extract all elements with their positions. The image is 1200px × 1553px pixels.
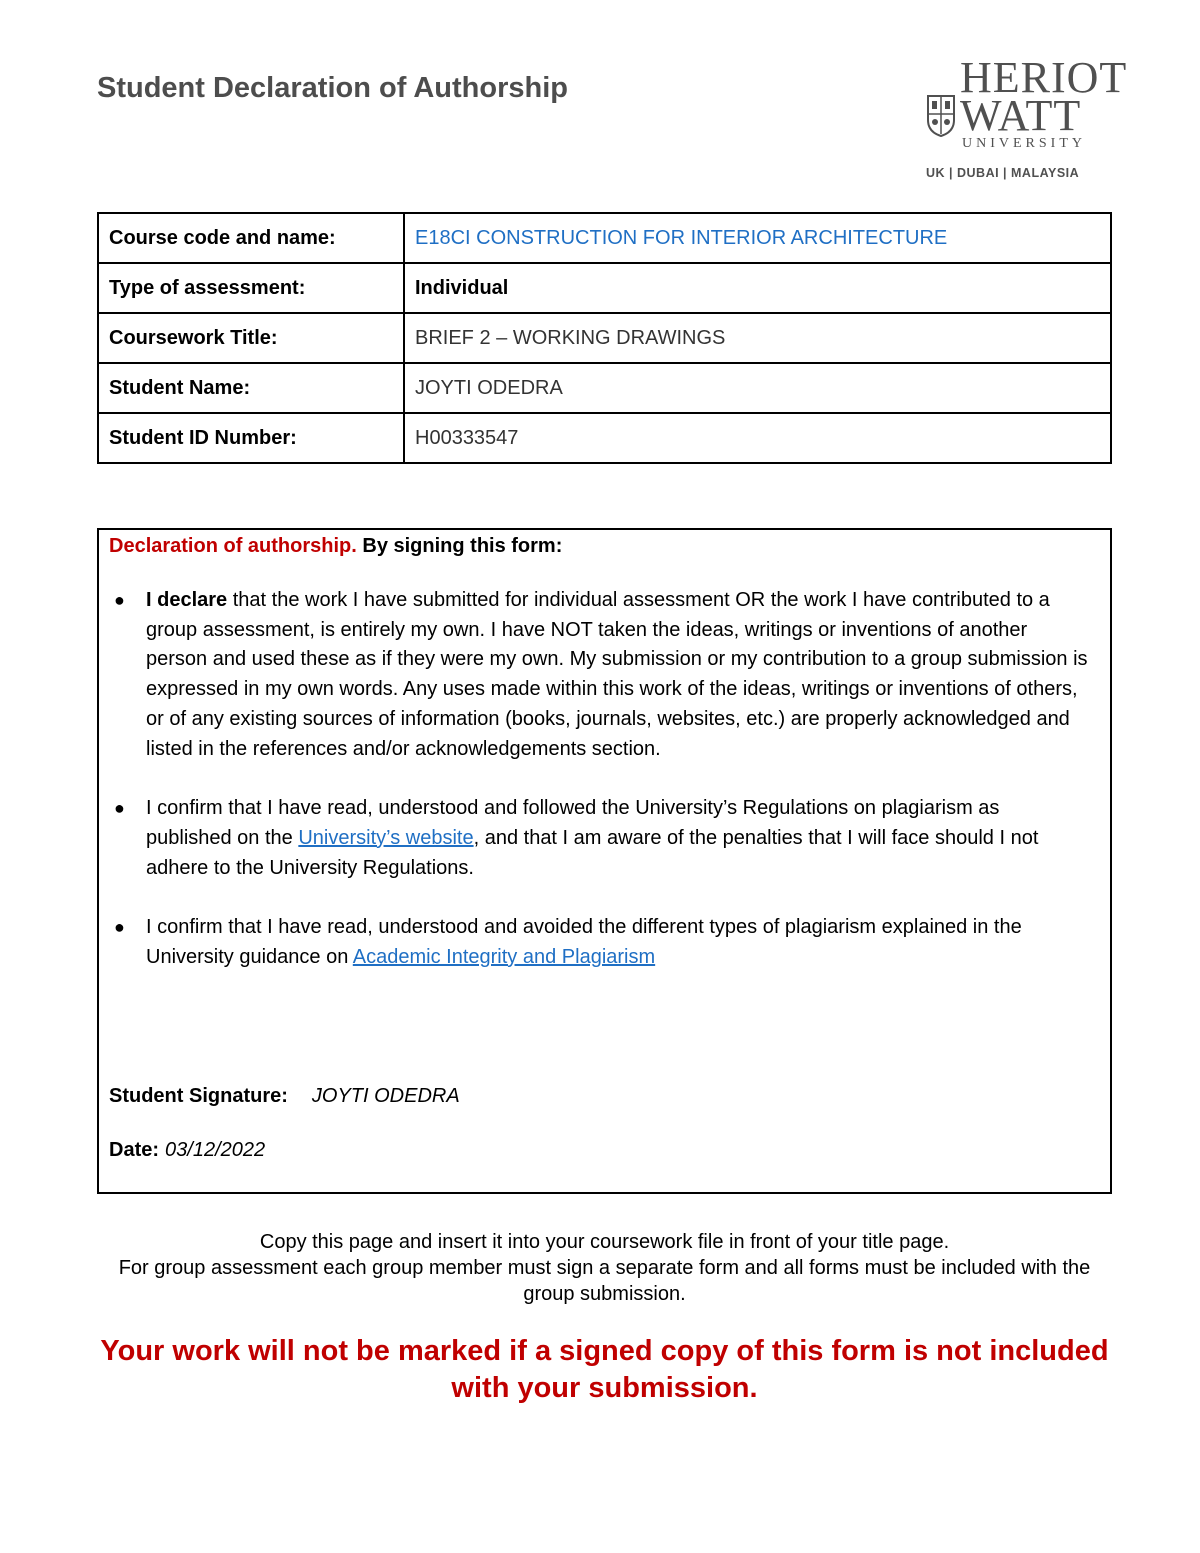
- date-label: Date:: [109, 1139, 160, 1161]
- logo-heriot: HERIOT: [960, 53, 1128, 102]
- declare-bold: I declare: [146, 589, 228, 611]
- page-title: Student Declaration of Authorship: [97, 72, 568, 104]
- warning-text: Your work will not be marked if a signed copy of this form is not included with your submission.: [100, 1335, 1109, 1404]
- list-item: [99, 794, 1089, 883]
- student-id-value: H00333547: [404, 413, 1111, 463]
- logo-campuses: UK | DUBAI | MALAYSIA: [926, 166, 1080, 180]
- course-label: Course code and name:: [98, 213, 404, 263]
- signature-value: JOYTI ODEDRA: [311, 1085, 460, 1107]
- bullet-icon: ●: [114, 917, 125, 938]
- declaration-heading: [109, 535, 562, 558]
- table-row: [98, 363, 1111, 413]
- type-label: Type of assessment:: [98, 263, 404, 313]
- student-name-value: JOYTI ODEDRA: [404, 363, 1111, 413]
- note-line-2: For group assessment each group member must sign a separate form and all forms must be included with the group submission.: [118, 1257, 1091, 1305]
- declaration-heading-red: Declaration of authorship.: [109, 535, 357, 557]
- info-table: [97, 212, 1112, 464]
- signature-label: Student Signature:: [109, 1085, 288, 1107]
- table-row: [98, 213, 1111, 263]
- guidance-text: I confirm that I have read, understood and avoided the different types of plagiarism explained in the University guidance on: [146, 916, 1022, 969]
- coursework-title-value: BRIEF 2 – WORKING DRAWINGS: [404, 313, 1111, 363]
- student-id-label: Student ID Number:: [98, 413, 404, 463]
- logo-watt: WATT: [960, 91, 1082, 140]
- student-name-label: Student Name:: [98, 363, 404, 413]
- table-row: [98, 263, 1111, 313]
- date-line: [109, 1139, 265, 1162]
- date-value: 03/12/2022: [165, 1139, 266, 1161]
- bullet-icon: ●: [114, 798, 125, 819]
- list-item: [99, 586, 1089, 764]
- logo-university: UNIVERSITY: [962, 136, 1086, 151]
- type-value: Individual: [404, 263, 1111, 313]
- academic-integrity-link[interactable]: Academic Integrity and Plagiarism: [352, 946, 656, 969]
- instructions-note: [97, 1229, 1112, 1307]
- table-row: [98, 413, 1111, 463]
- bullet-icon: ●: [114, 590, 125, 610]
- crest-icon: [926, 94, 956, 138]
- declaration-heading-rest: By signing this form:: [362, 535, 563, 557]
- course-value: E18CI CONSTRUCTION FOR INTERIOR ARCHITECTURE: [404, 213, 1111, 263]
- regulations-text: I confirm that I have read, understood and followed the University’s Regulations on plagiarism as published on the: [146, 797, 1000, 849]
- note-line-1: Copy this page and insert it into your coursework file in front of your title page.: [259, 1231, 950, 1253]
- declaration-list: [99, 586, 1089, 1003]
- coursework-title-label: Coursework Title:: [98, 313, 404, 363]
- signature-line: [109, 1085, 460, 1108]
- declaration-box: [97, 528, 1112, 1194]
- university-website-link[interactable]: University’s website: [298, 826, 474, 849]
- table-row: [98, 313, 1111, 363]
- list-item: [99, 913, 1089, 972]
- declare-text: that the work I have submitted for individual assessment OR the work I have contributed to a group assessment, is entirely my own. I have NOT taken the ideas, writings or inventions of another person and used these as if they were my own. My submission or my contribution to a group submission is expressed in my own words. Any uses made within this work of the ideas, writings or inventions of others, or of any existing sources of information (books, journals, websites, etc.) are properly acknowledged and listed in the references and/or acknowledgements section.: [146, 589, 1088, 760]
- regulations-text-end: , and that I am aware of the penalties that I will face should I not adhere to the University Regulations.: [146, 826, 1039, 879]
- university-logo: [926, 53, 1128, 186]
